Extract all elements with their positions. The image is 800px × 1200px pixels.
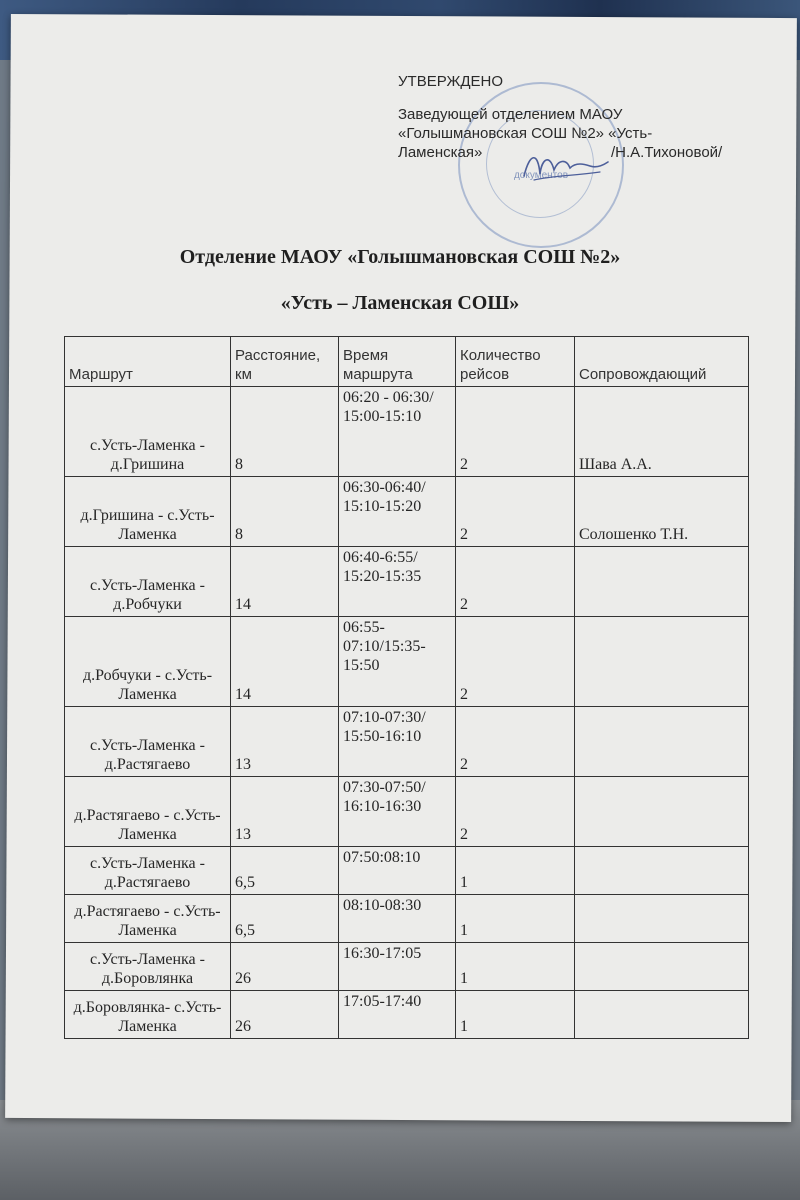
trips-cell: 2 — [456, 547, 575, 617]
routes-table — [64, 336, 749, 1039]
table-row — [65, 777, 749, 847]
header-time: Время маршрута — [339, 337, 456, 387]
distance-cell: 8 — [231, 387, 339, 477]
stamp-text: документов — [513, 170, 569, 181]
trips-cell: 1 — [456, 895, 575, 943]
trips-cell: 2 — [456, 777, 575, 847]
trips-cell: 2 — [456, 477, 575, 547]
distance-cell: 6,5 — [231, 847, 339, 895]
escort-cell: Солошенко Т.Н. — [575, 477, 749, 547]
time-cell: 16:30-17:05 — [339, 943, 456, 991]
escort-cell — [575, 943, 749, 991]
approval-block — [398, 72, 758, 162]
table-row — [65, 991, 749, 1039]
trips-cell: 2 — [456, 707, 575, 777]
approval-signatory: /Н.А.Тихоновой/ — [611, 144, 723, 161]
route-cell: д.Растягаево - с.Усть-Ламенка — [65, 777, 231, 847]
distance-cell: 26 — [231, 991, 339, 1039]
time-cell: 06:20 - 06:30/ 15:00-15:10 — [339, 387, 456, 477]
trips-cell: 1 — [456, 943, 575, 991]
escort-cell — [575, 777, 749, 847]
time-cell: 07:10-07:30/ 15:50-16:10 — [339, 707, 456, 777]
time-cell: 06:30-06:40/ 15:10-15:20 — [339, 477, 456, 547]
table-row — [65, 477, 749, 547]
table-row — [65, 617, 749, 707]
time-cell: 07:30-07:50/ 16:10-16:30 — [339, 777, 456, 847]
route-cell: д.Гришина - с.Усть-Ламенка — [65, 477, 231, 547]
header-distance: Расстояние, км — [231, 337, 339, 387]
trips-cell: 2 — [456, 617, 575, 707]
header-route: Маршрут — [65, 337, 231, 387]
distance-cell: 14 — [231, 617, 339, 707]
escort-cell — [575, 547, 749, 617]
time-cell: 06:40-6:55/ 15:20-15:35 — [339, 547, 456, 617]
table-header-row — [65, 337, 749, 387]
route-cell: с.Усть-Ламенка - д.Растягаево — [65, 707, 231, 777]
escort-cell — [575, 991, 749, 1039]
time-cell: 17:05-17:40 — [339, 991, 456, 1039]
table-row — [65, 943, 749, 991]
route-cell: с.Усть-Ламенка - д.Гришина — [65, 387, 231, 477]
table-row — [65, 387, 749, 477]
distance-cell: 13 — [231, 777, 339, 847]
time-cell: 08:10-08:30 — [339, 895, 456, 943]
distance-cell: 6,5 — [231, 895, 339, 943]
approval-position-line: Заведующей отделением МАОУ — [398, 106, 623, 123]
distance-cell: 13 — [231, 707, 339, 777]
trips-cell: 1 — [456, 991, 575, 1039]
table-row — [65, 847, 749, 895]
route-cell: с.Усть-Ламенка - д.Робчуки — [65, 547, 231, 617]
route-cell: д.Робчуки - с.Усть-Ламенка — [65, 617, 231, 707]
trips-cell: 1 — [456, 847, 575, 895]
table-row — [65, 707, 749, 777]
distance-cell: 8 — [231, 477, 339, 547]
escort-cell — [575, 617, 749, 707]
time-cell: 06:55- 07:10/15:35- 15:50 — [339, 617, 456, 707]
route-cell: с.Усть-Ламенка - д.Боровлянка — [65, 943, 231, 991]
table-row — [65, 547, 749, 617]
table-row — [65, 895, 749, 943]
route-cell: д.Растягаево - с.Усть-Ламенка — [65, 895, 231, 943]
route-cell: с.Усть-Ламенка - д.Растягаево — [65, 847, 231, 895]
escort-cell: Шава А.А. — [575, 387, 749, 477]
approval-organization-line-end: Ламенская» — [398, 144, 483, 161]
time-cell: 07:50:08:10 — [339, 847, 456, 895]
approval-organization-line: «Голышмановская СОШ №2» «Усть- — [398, 125, 653, 142]
escort-cell — [575, 895, 749, 943]
document-title: Отделение МАОУ «Голышмановская СОШ №2» — [179, 246, 621, 268]
header-trips: Количество рейсов — [456, 337, 575, 387]
distance-cell: 14 — [231, 547, 339, 617]
header-escort: Сопровождающий — [575, 337, 749, 387]
trips-cell: 2 — [456, 387, 575, 477]
document-subtitle: «Усть – Ламенская СОШ» — [280, 292, 520, 314]
approval-title: УТВЕРЖДЕНО — [398, 73, 504, 90]
escort-cell — [575, 707, 749, 777]
escort-cell — [575, 847, 749, 895]
route-cell: д.Боровлянка- с.Усть-Ламенка — [65, 991, 231, 1039]
distance-cell: 26 — [231, 943, 339, 991]
